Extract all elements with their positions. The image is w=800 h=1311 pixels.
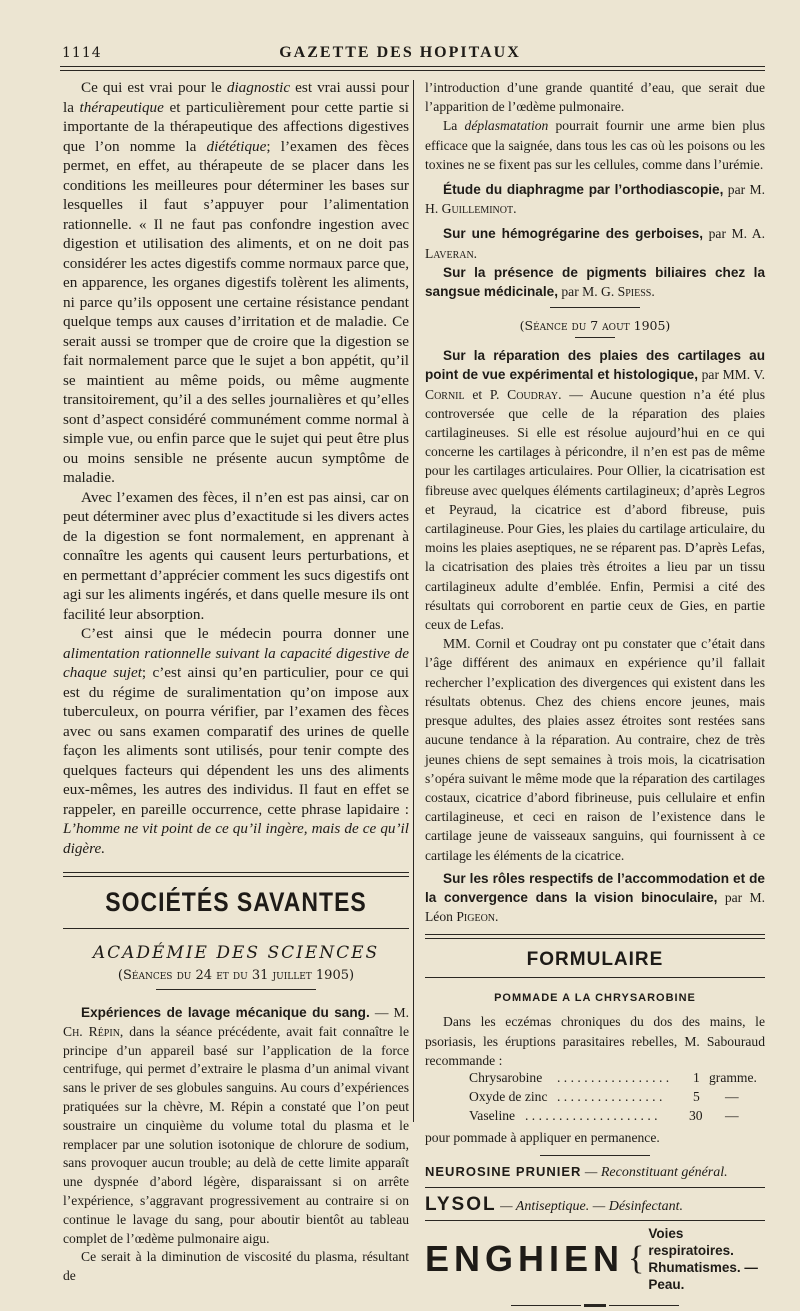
entry-diaphragme: Étude du diaphragme par l’orthodiascopie, par M. H. Guilleminot. bbox=[425, 182, 765, 217]
recipe-line: Vaseline . . . . . . . . . . . . . . . . . . . . 30 — bbox=[469, 1108, 739, 1124]
ad-enghien bbox=[425, 1225, 765, 1293]
brace-glyph: { bbox=[628, 1239, 645, 1277]
recipe-line: Chrysarobine . . . . . . . . . . . . . . . . . 1 gramme. bbox=[469, 1069, 757, 1085]
seance-date-aout: (Séance du 7 aout 1905) bbox=[519, 318, 671, 334]
ad-lysol: LYSOL — Antiseptique. — Désinfectant. bbox=[425, 1193, 683, 1215]
paragraph-deplasmatation: La déplasmatation pourrait fournir une arme bien plus efficace que la saignée, dans tous les cas où les poisons ou les toxines ne se fixent pas sur les cellules, comme dans l’urémie. bbox=[425, 118, 765, 172]
recipe-line: Oxyde de zinc . . . . . . . . . . . . . . . . 5 — bbox=[469, 1089, 739, 1105]
recipe-title: POMMADE A LA CHRYSAROBINE bbox=[494, 992, 696, 1005]
recipe-instruction: pour pommade à appliquer en permanence. bbox=[425, 1129, 660, 1145]
paragraph-cornil-coudray: MM. Cornil et Coudray ont pu constater que c’était dans l’âge différent des animaux en expérience qu’il fallait rechercher l’explication des divergences qui existent dans les résultats obtenus. Chez des chiens encore jeunes, mais presque adultes, des plaies assez étroites sont restées sans aucune tendance à la réparation. Au contraire, chez de très jeunes chiens de sept semaines à trois mois, la cicatrisation s’opéra suivant le même mode que la réparation des cartilages costaux, cicatrice d’abord fibrineuse, puis cellulaire et enfin cartilagineuse, et ceci en raison de l’existence dans le cartilage jeune de vaisseaux sanguins, qui fournissent à ce cartilage les éléments de la cicatrice. bbox=[425, 636, 765, 863]
paragraph-oedeme: l’introduction d’une grande quantité d’eau, que serait due l’apparition de l’œdème pulmonaire. bbox=[425, 80, 765, 115]
section-title-societes: SOCIÉTÉS SAVANTES bbox=[105, 886, 367, 917]
enghien-name: ENGHIEN bbox=[425, 1237, 625, 1279]
entry-accommodation: Sur les rôles respectifs de l’accommodation et de la convergence dans la vision binoculaire, par M. Léon Pigeon. bbox=[425, 870, 766, 925]
entry-cartilages: Sur la réparation des plaies des cartilages au point de vue expérimental et histologique, par MM. V. Cornil et P. Coudray. — Aucune question n’a été plus controversée que celle de la réparation des plaies cartilagineuses. Si elle est résolue aujourd’hui en ce qui concerne les cartilages à péricondre, il n’en est pas de même pour les cartilages articulaires. Pour Ollier, la cicatrisation est fibreuse avec quelques éléments cartilagineux; d’après Legros et Peyraud, la cicatrice est d’abord fibreuse, puis cartilagineuse. Pour Gies, les plaies du cartilage articulaire, du moins les plaies aseptiques, ne se réparent pas. D’après Lefas, la cicatrisation des plaies très étroites a lieu par un tissu cartilagineux adulte d’emblée. Enfin, Permisi a cité des résultats qui corroborent en partie ceux de Gies, en partie ceux de Lefas. bbox=[425, 348, 765, 633]
seance-dates: (Séances du 24 et du 31 juillet 1905) bbox=[117, 968, 355, 983]
paragraph-alimentation: C’est ainsi que le médecin pourra donner une alimentation rationnelle suivant la capacité digestive de chaque sujet; c’est ainsi qu’en particulier, pour ce qui est du régime de suralimentation qu’on impose aux tuberculeux, on pourra vérifier, par l’examen des fèces avec ou sans examen comparatif des urines de quelle façon les aliments sont utilisés, pour tenir compte des quelques facteurs qui dépendent les uns des aliments eux-mêmes, les autres des individus. Il faut en effet se rappeler, en pareille occurrence, cette phrase lapidaire : L’homme ne vit point de ce qu’il ingère, mais de ce qu’il digère. bbox=[63, 625, 409, 857]
entry-hemogregarine: Sur une hémogrégarine des gerboises, par M. A. Laveran. bbox=[425, 226, 765, 261]
recipe-list bbox=[425, 1070, 765, 1128]
header-rule-2 bbox=[60, 70, 765, 71]
column-rule bbox=[413, 80, 414, 1122]
ad-neurosine: NEUROSINE PRUNIER — Reconstituant général. bbox=[425, 1163, 728, 1180]
entry-pigments: Sur la présence de pigments biliaires chez la sangsue médicinale, par M. G. Spiess. bbox=[425, 264, 765, 300]
paragraph-lavage: Expériences de lavage mécanique du sang. — M. Ch. Répin, dans la séance précédente, avait fait connaître le principe d’un appareil basé sur l’application de la force centrifuge, qui permet d’extraire le plasma d’un animal vivant sans le priver de ses globules sanguins. Au cours d’expériences pratiquées sur la chèvre, M. Répin a constaté que l’on peut soustraire un cinquième du volume total du plasma et le remplacer par une solution isotonique de chlorure de sodium, sans provoquer aucun trouble; au delà de cette limite apparaît une dyspnée d’abord légère, disparaissant si on arrête l’expérience, s’aggravant progressivement au contraire si on continue le lavage du sang, pour aboutir bientôt au tableau complet de l’œdème pulmonaire aigu. bbox=[63, 1005, 409, 1246]
left-column bbox=[63, 78, 409, 1286]
right-column bbox=[425, 78, 765, 1311]
enghien-indications: Voies respiratoires. Rhumatismes. — Peau. bbox=[648, 1225, 758, 1292]
academie-heading: ACADÉMIE DES SCIENCES bbox=[92, 943, 380, 963]
running-head: GAZETTE DES HOPITAUX bbox=[279, 44, 521, 61]
section-title-formulaire: FORMULAIRE bbox=[526, 949, 664, 971]
paragraph-formulaire: Dans les eczémas chroniques du dos des mains, le psoriasis, les éruptions parasitaires rebelles, M. Sabouraud recommande : bbox=[425, 1014, 765, 1068]
page-number: 1114 bbox=[62, 45, 102, 61]
paragraph-feces: Avec l’examen des fèces, il n’en est pas ainsi, car on peut déterminer avec plus d’exactitude si les divers actes de la digestion se font normalement, en apprenant à connaître les agents qui causent leurs perturbations, et en permettant d’apprécier comment les sucs digestifs ont agi sur les aliments ingérés, et dans quelle mesure ils ont facilité leur absorption. bbox=[63, 488, 409, 623]
end-ornament bbox=[425, 1301, 765, 1311]
header-rule bbox=[60, 66, 765, 67]
paragraph-diagnostic: Ce qui est vrai pour le diagnostic est vrai aussi pour la thérapeutique et particulièrement pour cette partie si importante de la thérapeutique des affections digestives que l’on nomme la diététique; l’examen des fèces permet, en effet, au thérapeute de se placer dans les conditions les meilleures pour déterminer les bases sur lesquelles il faut s’appuyer pour l’alimentation rationnelle. « Il ne faut pas confondre ingestion avec digestion et utilisation des aliments, et on ne doit pas considérer les actes digestifs comme normaux parce que, en apparence, les organes digestifs tolèrent les aliments, ni parce qu’ils opposent une certaine résistance pendant quelque temps aux causes d’irritation et de maladie. Ce serait aussi se tromper que de croire que la digestion se fait normalement parce que le sujet a bon appétit, qu’il se maintient au même poids, ou même augmente transitoirement, qu’il a des selles journalières et qu’elles sont d’aspect considéré communément comme normal à simple vue, ou enfin parce que le sujet qui peut être plus ou moins sensible ne présente aucun symptôme de maladie. bbox=[63, 79, 410, 486]
paragraph-viscosite: Ce serait à la diminution de viscosité du plasma, résultant de bbox=[63, 1249, 409, 1284]
